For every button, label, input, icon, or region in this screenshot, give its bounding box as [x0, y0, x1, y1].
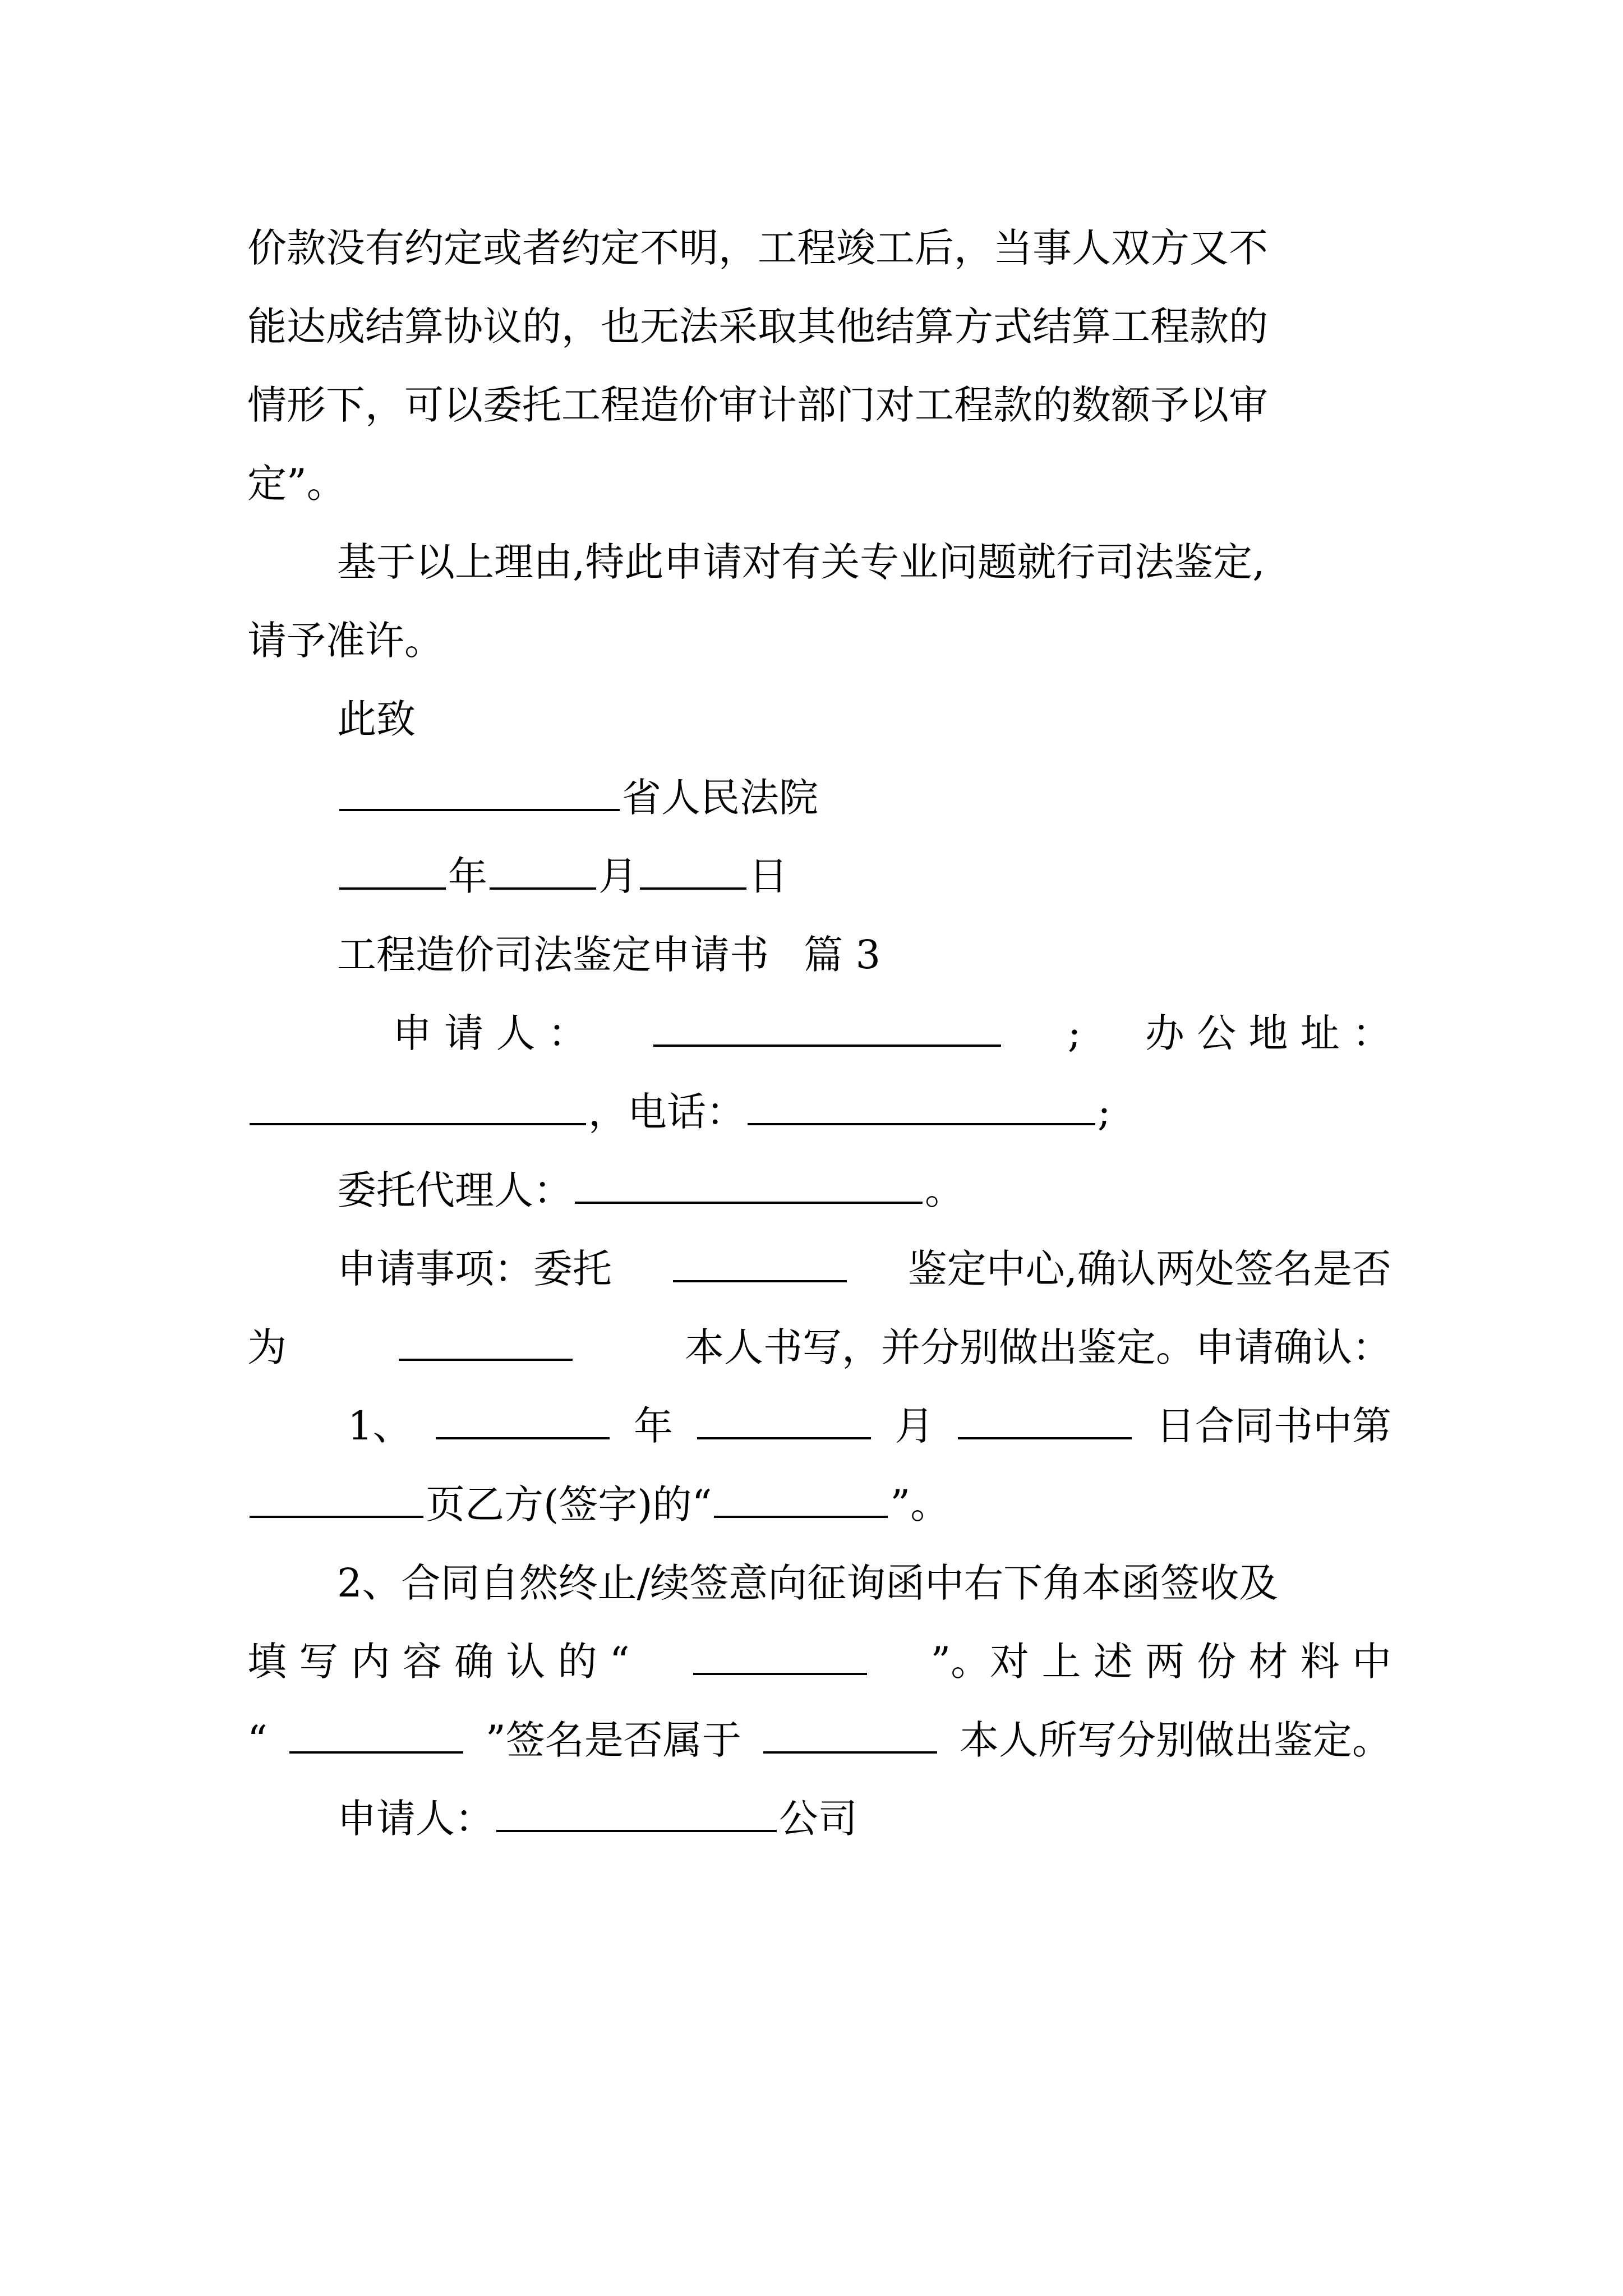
comma: ，: [588, 1089, 628, 1135]
day-blank: [958, 1402, 1132, 1439]
center-blank: [673, 1245, 847, 1282]
phone-label: 电话：: [628, 1089, 745, 1135]
matter-text-d: 本人书写，并分别做出鉴定。申请确认：: [685, 1324, 1391, 1370]
year-blank: [436, 1402, 610, 1439]
month-label: 月: [895, 1403, 934, 1449]
content-blank: [693, 1637, 867, 1675]
paragraph-line: [337, 523, 1391, 601]
item-text: ”。对 上 述 两 份 材 料 中: [930, 1639, 1391, 1685]
item-2-line: [247, 1622, 1391, 1701]
matter-line: [337, 1230, 1391, 1308]
address-blank: [250, 1088, 586, 1125]
item-2-line: [337, 1544, 1391, 1622]
applicant-line: [393, 994, 1391, 1073]
section-heading: [337, 915, 1391, 994]
applicant-blank: [653, 1009, 1001, 1047]
agent-blank: [575, 1166, 923, 1204]
name-blank: [289, 1716, 463, 1754]
item-1-line: [247, 1465, 1391, 1544]
court-line: [337, 758, 1391, 837]
item-number: 1、: [348, 1403, 412, 1449]
section-number: 篇 3: [804, 932, 881, 978]
text: 能达成结算协议的，也无法采取其他结算方式结算工程款的: [247, 303, 1268, 349]
separator: ;: [1067, 1010, 1081, 1056]
matter-line: [247, 1308, 1391, 1387]
year-label: 年: [448, 853, 487, 899]
salutation: [337, 680, 1391, 758]
paragraph-line: [247, 287, 1391, 366]
text: 此致: [337, 696, 416, 742]
year-blank: [339, 852, 446, 890]
signature-blank: [714, 1480, 888, 1518]
phone-blank: [748, 1088, 1095, 1125]
phone-line: [247, 1073, 1391, 1151]
paragraph-line: [247, 601, 1391, 680]
item-text: 页乙方(签字)的“: [426, 1481, 712, 1527]
item-text: ”。: [890, 1481, 950, 1527]
end-mark: 。: [925, 1167, 964, 1213]
month-blank: [697, 1402, 871, 1439]
page-blank: [250, 1480, 423, 1518]
court-suffix: 省人民法院: [622, 775, 818, 821]
end-mark: ;: [1098, 1089, 1111, 1135]
month-blank: [490, 852, 596, 890]
text: 价款没有约定或者约定不明，工程竣工后，当事人双方又不: [247, 225, 1268, 271]
paragraph-line: [247, 444, 1391, 523]
paragraph-line: [247, 366, 1391, 444]
matter-text-c: 为: [247, 1324, 287, 1370]
day-label: 日: [749, 853, 788, 899]
person-blank: [763, 1716, 937, 1754]
person-blank: [399, 1323, 573, 1361]
address-label: 办 公 地 址 ：: [1145, 1010, 1391, 1056]
month-label: 月: [598, 853, 638, 899]
date-line: [337, 837, 1391, 915]
year-label: 年: [634, 1403, 674, 1449]
text: 定”。: [247, 461, 346, 507]
matter-text-a: 申请事项：委托: [337, 1246, 612, 1292]
item-1-line: [348, 1387, 1391, 1465]
text: 情形下，可以委托工程造价审计部门对工程款的数额予以审: [247, 382, 1268, 428]
item-text: 填 写 内 容 确 认 的 “: [247, 1639, 630, 1685]
section-title: 工程造价司法鉴定申请书: [337, 932, 769, 978]
applicant-label: 申 请 人 ：: [393, 1010, 587, 1056]
agent-line: [337, 1151, 1391, 1230]
company-blank: [496, 1795, 777, 1832]
court-name-blank: [339, 774, 620, 811]
item-text: 2、合同自然终止/续签意向征询函中右下角本函签收及: [337, 1560, 1279, 1606]
signature-suffix: 公司: [779, 1796, 857, 1842]
item-text: ”签名是否属于: [485, 1717, 741, 1763]
item-2-line: [247, 1701, 1391, 1779]
day-blank: [640, 852, 746, 890]
signature-line: [337, 1779, 1391, 1858]
text: 基于以上理由,特此申请对有关专业问题就行司法鉴定,: [337, 539, 1265, 585]
item-tail: 日合同书中第: [1155, 1403, 1391, 1449]
signature-label: 申请人：: [337, 1796, 494, 1842]
item-text: 本人所写分别做出鉴定。: [959, 1717, 1391, 1763]
agent-label: 委托代理人：: [337, 1167, 573, 1213]
text: 请予准许。: [247, 618, 444, 664]
paragraph-line: [247, 209, 1391, 287]
matter-text-b: 鉴定中心,确认两处签名是否: [907, 1246, 1391, 1292]
item-text: “: [247, 1717, 268, 1763]
